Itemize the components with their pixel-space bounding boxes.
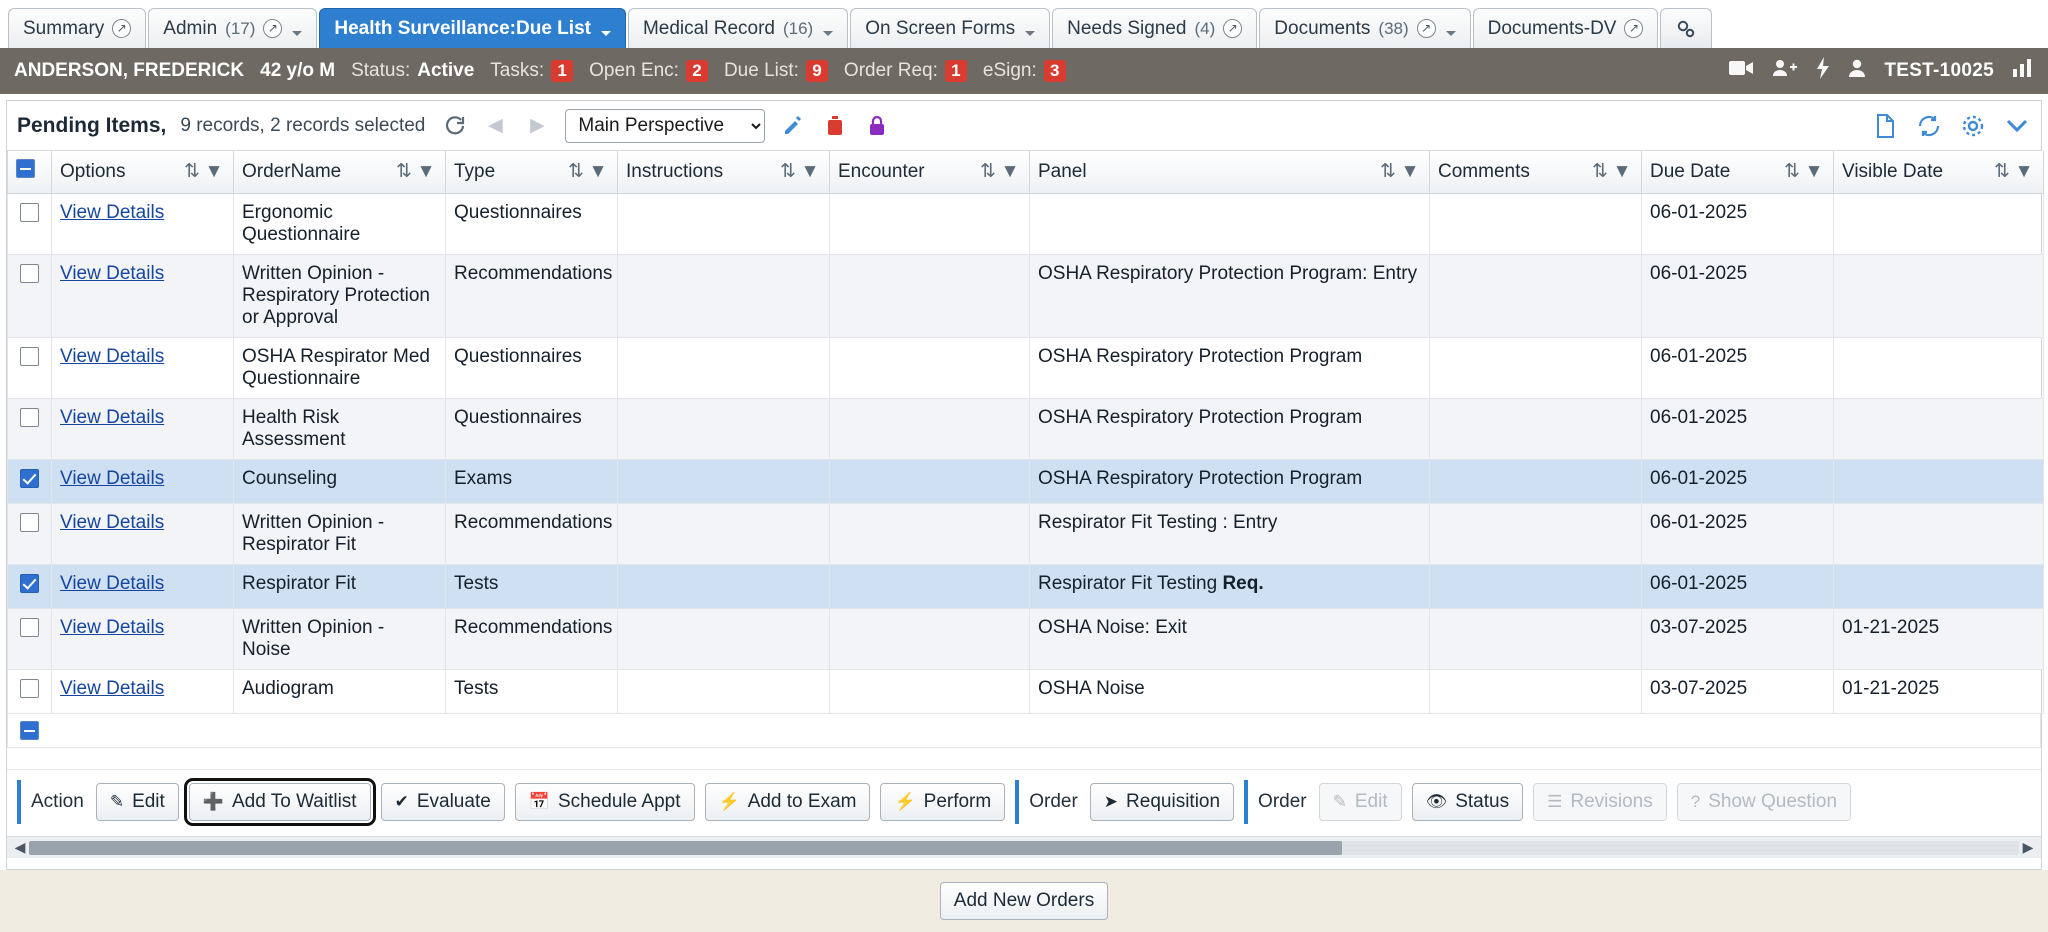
view-details-link[interactable]: View Details [60, 345, 165, 367]
grid-title: Pending Items, [17, 113, 167, 137]
banner-field-esign [983, 60, 1066, 82]
cell-options[interactable] [52, 503, 234, 564]
scrollbar-track[interactable] [29, 841, 2019, 855]
row-checkbox-cell[interactable] [8, 608, 52, 669]
cell-options[interactable] [52, 669, 234, 713]
cell-comments [1430, 193, 1642, 254]
cell-due-date: 06-01-2025 [1642, 398, 1834, 459]
column-label: Options [60, 160, 126, 182]
cell-ordername: OSHA Respirator Med Questionnaire [234, 337, 446, 398]
button-label: Revisions [1570, 791, 1653, 812]
cell-instructions [618, 503, 830, 564]
cell-encounter [830, 608, 1030, 669]
sort-icon[interactable]: ⇅ [1592, 161, 1608, 183]
tab-label: On Screen Forms [865, 17, 1016, 39]
grid-table-scroll [7, 151, 2041, 769]
chevron-down-icon[interactable] [1025, 31, 1035, 36]
plus-icon: ➕ [202, 792, 224, 811]
view-details-link[interactable]: View Details [60, 201, 165, 223]
cell-encounter [830, 459, 1030, 503]
tab-admin[interactable] [148, 8, 317, 48]
status-badge[interactable]: 3 [1044, 60, 1066, 82]
filter-icon[interactable]: ▼ [1804, 160, 1824, 182]
grid-toolbar [7, 101, 2041, 151]
action-group-label: Order [1258, 791, 1307, 812]
schedule-appt-button[interactable] [515, 783, 695, 821]
cell-ordername: Respirator Fit [234, 564, 446, 608]
sort-icon[interactable]: ⇅ [1994, 161, 2010, 183]
button-label: Add New Orders [953, 890, 1095, 911]
action-group-order [1244, 780, 1851, 824]
cell-type: Questionnaires [446, 398, 618, 459]
select-all-header[interactable] [8, 151, 52, 193]
cell-encounter [830, 669, 1030, 713]
table-row[interactable] [8, 608, 2044, 669]
cell-encounter [830, 337, 1030, 398]
lightning-icon: ⚡ [718, 792, 740, 811]
chart-bar-icon[interactable] [2012, 58, 2034, 84]
panel-required-flag: Req. [1222, 572, 1264, 594]
cell-instructions [618, 337, 830, 398]
filter-icon[interactable]: ▼ [588, 160, 608, 182]
column-label: Comments [1438, 160, 1530, 182]
grid-collapse-bar[interactable] [7, 714, 2041, 748]
filter-icon[interactable]: ▼ [2014, 160, 2034, 182]
banner-field-due-list [724, 60, 828, 82]
sort-icon[interactable]: ⇅ [980, 161, 996, 183]
tab-label: Health Surveillance:Due List [334, 17, 591, 39]
cell-visible-date [1834, 503, 2044, 564]
cell-panel: OSHA Respiratory Protection Program [1030, 337, 1430, 398]
tab-settings-gears-icon[interactable] [1660, 8, 1712, 48]
cell-panel: OSHA Respiratory Protection Program: Entry [1030, 254, 1430, 337]
cell-visible-date [1834, 398, 2044, 459]
row-checkbox[interactable] [20, 513, 39, 532]
cell-panel [1030, 564, 1430, 608]
cell-ordername: Written Opinion - Respirator Fit [234, 503, 446, 564]
check-icon: ✔ [394, 792, 409, 811]
view-details-link[interactable]: View Details [60, 406, 165, 428]
column-header-comments[interactable] [1430, 151, 1642, 193]
popout-icon[interactable]: ↗ [1624, 19, 1643, 38]
column-label: Encounter [838, 160, 925, 182]
sort-icon[interactable]: ⇅ [1380, 161, 1396, 183]
field-label: Due List: [723, 60, 799, 81]
row-checkbox-cell[interactable] [8, 459, 52, 503]
status-badge[interactable]: 1 [945, 60, 967, 82]
tab-label: Summary [23, 17, 105, 39]
cell-comments [1430, 398, 1642, 459]
table-row[interactable] [8, 337, 2044, 398]
sort-icon[interactable]: ⇅ [1784, 161, 1800, 183]
column-label: Type [454, 160, 496, 182]
prev-page-icon[interactable]: ◀ [488, 115, 503, 136]
cell-visible-date [1834, 337, 2044, 398]
cell-panel: OSHA Respiratory Protection Program [1030, 459, 1430, 503]
row-checkbox-cell[interactable] [8, 564, 52, 608]
cell-type: Recommendations [446, 254, 618, 337]
banner-actions [1728, 57, 2034, 85]
banner-field-tasks [490, 60, 573, 82]
column-header-encounter[interactable] [830, 151, 1030, 193]
chevron-down-icon[interactable] [823, 31, 833, 36]
filter-icon[interactable]: ▼ [204, 160, 224, 182]
field-label: Status: [351, 60, 411, 81]
cell-type: Questionnaires [446, 337, 618, 398]
cell-type: Recommendations [446, 503, 618, 564]
video-camera-icon[interactable] [1728, 58, 1754, 84]
banner-field-status [351, 60, 474, 82]
calendar-icon: 📅 [528, 792, 550, 811]
status-badge[interactable]: 1 [551, 60, 573, 82]
cell-type: Tests [446, 564, 618, 608]
cell-due-date: 06-01-2025 [1642, 337, 1834, 398]
user-icon[interactable] [1848, 58, 1866, 84]
chevron-down-icon[interactable] [2003, 112, 2031, 140]
requisition-button[interactable] [1090, 783, 1234, 821]
cell-instructions [618, 564, 830, 608]
row-checkbox[interactable] [20, 469, 39, 488]
tab-count: (4) [1194, 18, 1216, 38]
row-checkbox-cell[interactable] [8, 254, 52, 337]
cell-instructions [618, 254, 830, 337]
sort-icon[interactable]: ⇅ [396, 161, 412, 183]
action-group-action [17, 780, 1005, 824]
order-edit-button[interactable] [1319, 783, 1402, 821]
field-label: Tasks: [490, 60, 545, 81]
cell-comments [1430, 459, 1642, 503]
cell-encounter [830, 398, 1030, 459]
scroll-right-icon[interactable]: ▶ [2022, 839, 2034, 855]
row-checkbox-cell[interactable] [8, 193, 52, 254]
patient-age-sex: 42 y/o M [260, 60, 336, 81]
cell-panel: OSHA Respiratory Protection Program [1030, 398, 1430, 459]
chevron-down-icon[interactable] [1446, 31, 1456, 36]
table-body [8, 193, 2044, 713]
field-label: eSign: [982, 60, 1037, 81]
cell-comments [1430, 669, 1642, 713]
button-label: Show Question [1708, 791, 1838, 812]
status-button[interactable] [1412, 783, 1523, 821]
column-label: Visible Date [1842, 160, 1944, 182]
column-header-instructions[interactable] [618, 151, 830, 193]
cell-panel: Respirator Fit Testing : Entry [1030, 503, 1430, 564]
cell-instructions [618, 193, 830, 254]
column-header-options[interactable] [52, 151, 234, 193]
popout-icon[interactable]: ↗ [263, 19, 282, 38]
banner-field-open-enc [589, 60, 708, 82]
action-group-label: Order [1029, 791, 1078, 812]
popout-icon[interactable]: ↗ [112, 19, 131, 38]
button-label: Requisition [1126, 791, 1221, 812]
chevron-down-icon[interactable] [601, 31, 611, 36]
cell-ordername: Audiogram [234, 669, 446, 713]
filter-icon[interactable]: ▼ [1612, 160, 1632, 182]
cell-due-date: 03-07-2025 [1642, 669, 1834, 713]
edit-pencil-icon[interactable] [779, 112, 807, 140]
perspective-select[interactable] [565, 109, 765, 143]
column-header-due-date[interactable] [1642, 151, 1834, 193]
cell-visible-date: 01-21-2025 [1834, 669, 2044, 713]
cell-due-date: 03-07-2025 [1642, 608, 1834, 669]
tab-label: Medical Record [642, 17, 775, 39]
cell-comments [1430, 503, 1642, 564]
cell-encounter [830, 564, 1030, 608]
cell-type: Recommendations [446, 608, 618, 669]
cell-options[interactable] [52, 459, 234, 503]
filter-icon[interactable]: ▼ [416, 160, 436, 182]
scroll-left-icon[interactable]: ◀ [14, 839, 26, 855]
column-label: Instructions [626, 160, 724, 182]
tab-label: Documents-DV [1487, 17, 1617, 39]
table-row[interactable] [8, 398, 2044, 459]
button-label: Perform [923, 791, 992, 812]
cell-panel [1030, 193, 1430, 254]
cell-due-date: 06-01-2025 [1642, 564, 1834, 608]
eye-icon: 👁 [1425, 792, 1448, 811]
cell-instructions [618, 459, 830, 503]
column-label: Due Date [1650, 160, 1731, 182]
row-checkbox[interactable] [20, 679, 39, 698]
tab-count: (17) [225, 18, 256, 38]
view-details-link[interactable]: View Details [60, 677, 165, 699]
cell-due-date: 06-01-2025 [1642, 503, 1834, 564]
cell-panel: OSHA Noise: Exit [1030, 608, 1430, 669]
filter-icon[interactable]: ▼ [1000, 160, 1020, 182]
table-row[interactable] [8, 564, 2044, 608]
button-label: Add to Exam [747, 791, 857, 812]
collapse-icon[interactable] [20, 721, 39, 740]
revisions-button[interactable] [1533, 783, 1667, 821]
cell-comments [1430, 254, 1642, 337]
button-label: Schedule Appt [557, 791, 681, 812]
sort-icon[interactable]: ⇅ [780, 161, 796, 183]
cell-options[interactable] [52, 608, 234, 669]
status-badge[interactable]: 9 [806, 60, 828, 82]
column-header-panel[interactable] [1030, 151, 1430, 193]
pencil-icon: ✎ [109, 792, 125, 811]
row-checkbox-cell[interactable] [8, 337, 52, 398]
refresh-icon[interactable] [439, 112, 467, 140]
list-icon: ☰ [1547, 792, 1563, 811]
view-details-link[interactable]: View Details [60, 572, 165, 594]
field-label: Order Req: [843, 60, 938, 81]
button-label: Status [1455, 791, 1510, 812]
cell-comments [1430, 608, 1642, 669]
column-header-visible-date[interactable] [1834, 151, 2044, 193]
deselect-all-icon[interactable] [16, 159, 35, 178]
cell-comments [1430, 337, 1642, 398]
lock-icon[interactable] [863, 112, 891, 140]
cell-instructions [618, 669, 830, 713]
row-checkbox-cell[interactable] [8, 669, 52, 713]
cell-ordername: Counseling [234, 459, 446, 503]
tab-count: (38) [1378, 18, 1409, 38]
tab-needs-signed[interactable] [1052, 8, 1257, 48]
cell-ordername: Health Risk Assessment [234, 398, 446, 459]
action-group-label: Action [31, 791, 84, 812]
cell-visible-date [1834, 193, 2044, 254]
evaluate-button[interactable] [381, 783, 505, 821]
row-checkbox[interactable] [20, 618, 39, 637]
cell-visible-date [1834, 564, 2044, 608]
cell-panel: OSHA Noise [1030, 669, 1430, 713]
tab-summary[interactable] [8, 8, 146, 48]
button-label: Evaluate [416, 791, 491, 812]
status-badge[interactable]: 2 [686, 60, 708, 82]
cell-visible-date: 01-21-2025 [1834, 608, 2044, 669]
cell-visible-date [1834, 459, 2044, 503]
pencil-icon: ✎ [1332, 792, 1347, 811]
add-to-waitlist-button[interactable] [189, 783, 371, 821]
footer-bar [0, 870, 2048, 932]
view-details-link[interactable]: View Details [60, 262, 165, 284]
cell-options[interactable] [52, 398, 234, 459]
cell-options[interactable] [52, 193, 234, 254]
cell-options[interactable] [52, 254, 234, 337]
add-to-exam-button[interactable] [705, 783, 871, 821]
add-user-icon[interactable] [1772, 58, 1798, 84]
popout-icon[interactable]: ↗ [1223, 19, 1242, 38]
button-label: Add To Waitlist [231, 791, 357, 812]
paper-plane-icon: ➤ [1103, 792, 1119, 811]
button-label: Edit [1354, 791, 1388, 812]
patient-banner [0, 48, 2048, 94]
cell-visible-date [1834, 254, 2044, 337]
new-document-icon[interactable] [1871, 112, 1899, 140]
column-label: Panel [1038, 160, 1087, 182]
pending-items-table [7, 151, 2044, 714]
popout-icon[interactable]: ↗ [1417, 19, 1436, 38]
column-header-type[interactable] [446, 151, 618, 193]
row-checkbox[interactable] [20, 574, 39, 593]
filter-icon[interactable]: ▼ [1400, 160, 1420, 182]
row-checkbox[interactable] [20, 347, 39, 366]
tab-health-surveillance-due-list[interactable] [319, 8, 626, 48]
tab-label: Needs Signed [1067, 17, 1187, 39]
table-row[interactable] [8, 254, 2044, 337]
sync-icon[interactable] [1915, 112, 1943, 140]
banner-field-order-req [844, 60, 967, 82]
filter-icon[interactable]: ▼ [800, 160, 820, 182]
chevron-down-icon[interactable] [292, 31, 302, 36]
tab-bar [0, 0, 2048, 48]
tab-on-screen-forms[interactable] [850, 8, 1050, 48]
view-details-link[interactable]: View Details [60, 511, 165, 533]
cell-type: Questionnaires [446, 193, 618, 254]
row-checkbox[interactable] [20, 264, 39, 283]
table-row[interactable] [8, 503, 2044, 564]
sort-icon[interactable]: ⇅ [568, 161, 584, 183]
column-label: OrderName [242, 160, 342, 182]
table-row[interactable] [8, 459, 2044, 503]
tab-label: Documents [1274, 17, 1371, 39]
button-label: Edit [132, 791, 165, 812]
tab-documents[interactable] [1259, 8, 1470, 48]
cell-ordername: Written Opinion - Respiratory Protection or Approval [234, 254, 446, 337]
delete-trash-icon[interactable] [821, 112, 849, 140]
row-checkbox-cell[interactable] [8, 503, 52, 564]
cell-type: Tests [446, 669, 618, 713]
field-label: Open Enc: [589, 60, 679, 81]
view-details-link[interactable]: View Details [60, 467, 165, 489]
cell-options[interactable] [52, 337, 234, 398]
cell-options[interactable] [52, 564, 234, 608]
question-icon: ? [1690, 792, 1701, 811]
lightning-icon[interactable] [1816, 57, 1830, 85]
field-value: Active [417, 60, 475, 81]
cell-due-date: 06-01-2025 [1642, 193, 1834, 254]
cell-instructions [618, 398, 830, 459]
cell-due-date: 06-01-2025 [1642, 459, 1834, 503]
tab-documents-dv[interactable] [1473, 8, 1659, 48]
panel-text: Respirator Fit Testing [1038, 572, 1223, 594]
patient-id: TEST-10025 [1884, 60, 1994, 81]
row-checkbox-cell[interactable] [8, 398, 52, 459]
next-page-icon[interactable]: ▶ [530, 115, 545, 136]
perform-button[interactable] [880, 783, 1005, 821]
cell-due-date: 06-01-2025 [1642, 254, 1834, 337]
action-group-order-requisition [1015, 780, 1234, 824]
table-row[interactable] [8, 193, 2044, 254]
cell-encounter [830, 193, 1030, 254]
row-checkbox[interactable] [20, 203, 39, 222]
cell-ordername: Written Opinion - Noise [234, 608, 446, 669]
show-question-button[interactable] [1677, 783, 1851, 821]
scrollbar-thumb[interactable] [29, 841, 1342, 855]
edit-button[interactable] [96, 783, 179, 821]
gear-icon[interactable] [1959, 112, 1987, 140]
cell-encounter [830, 503, 1030, 564]
grid-toolbar-right [1871, 112, 2031, 140]
pending-items-grid [6, 100, 2042, 870]
patient-name: ANDERSON, FREDERICK [14, 60, 245, 81]
add-new-orders-button[interactable] [940, 882, 1108, 920]
grid-record-count: 9 records, 2 records selected [180, 114, 426, 136]
table-row[interactable] [8, 669, 2044, 713]
cell-comments [1430, 564, 1642, 608]
tab-count: (16) [782, 18, 814, 38]
column-header-ordername[interactable] [234, 151, 446, 193]
action-toolbar [7, 769, 2041, 836]
view-details-link[interactable]: View Details [60, 616, 165, 638]
cell-ordername: Ergonomic Questionnaire [234, 193, 446, 254]
row-checkbox[interactable] [20, 408, 39, 427]
cell-encounter [830, 254, 1030, 337]
cell-instructions [618, 608, 830, 669]
sort-icon[interactable]: ⇅ [184, 161, 200, 183]
tab-medical-record[interactable] [628, 8, 848, 48]
horizontal-scrollbar[interactable] [7, 836, 2041, 858]
tab-label: Admin [163, 17, 218, 39]
cell-type: Exams [446, 459, 618, 503]
table-header-row [8, 151, 2044, 193]
lightning-icon: ⚡ [894, 792, 916, 811]
